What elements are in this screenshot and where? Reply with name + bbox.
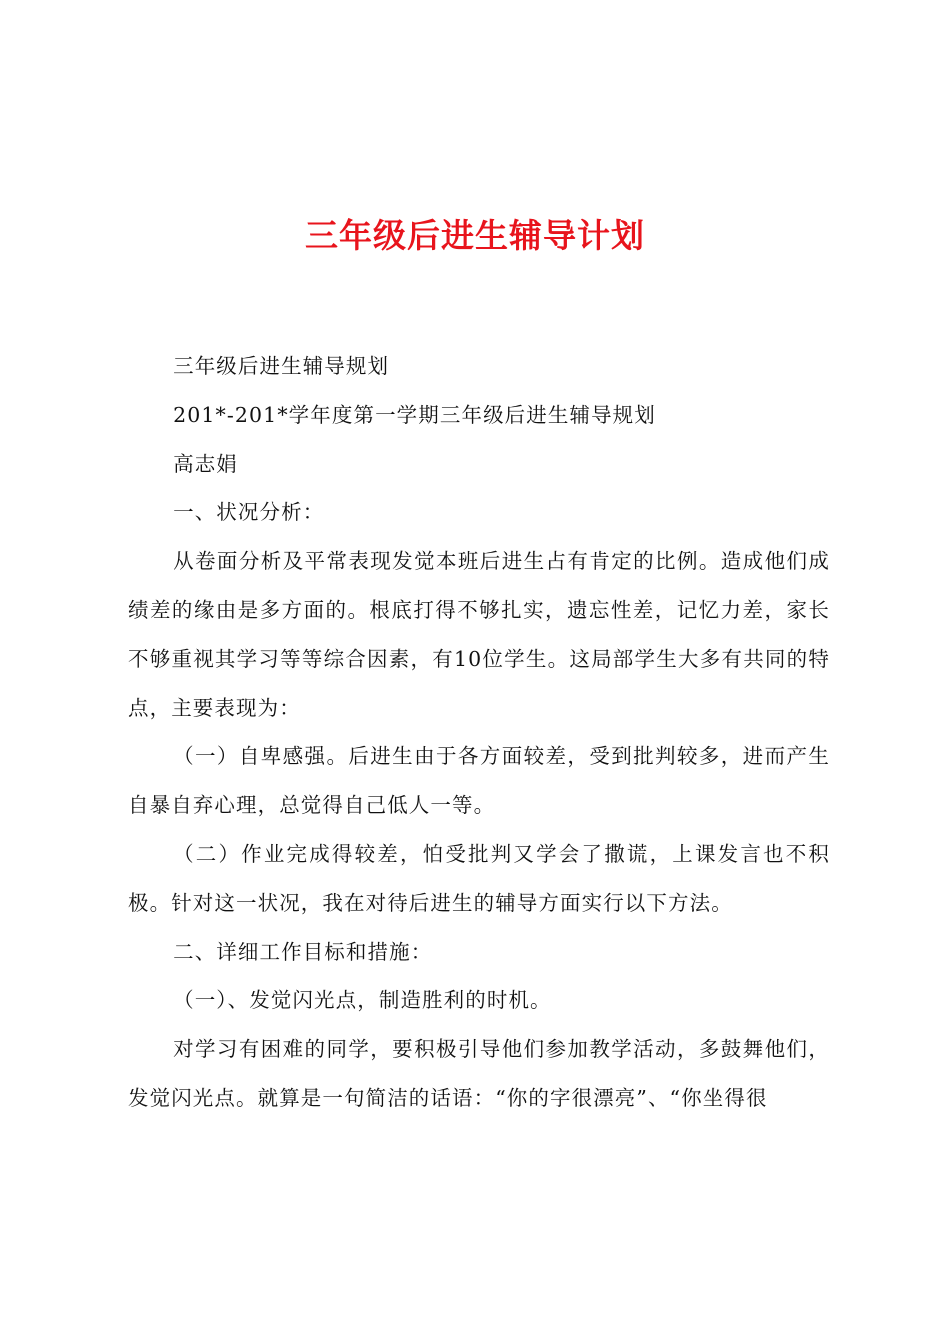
- paragraph-section-1-heading: 一、状况分析：: [173, 500, 325, 525]
- paragraph-section-2-heading: 二、详细工作目标和措施：: [173, 939, 433, 964]
- paragraph-heading-plan: 三年级后进生辅导规划: [173, 354, 390, 378]
- document-title: 三年级后进生辅导计划: [305, 216, 645, 255]
- paragraph-author: 高志娟: [173, 451, 238, 476]
- paragraph-point-1: （一）自卑感强。后进生由于各方面较差，受到批判较多，进而产生自暴自弃心理，总觉得自己低人一等。: [128, 744, 830, 818]
- document-body: [128, 342, 830, 1123]
- paragraph-measure-1-text: 对学习有困难的同学，要积极引导他们参加教学活动，多鼓舞他们，发觉闪光点。就算是一句简洁的话语：“你的字很漂亮”、“你坐得很: [128, 1037, 830, 1110]
- paragraph-semester-plan: 201*-201*学年度第一学期三年级后进生辅导规划: [173, 402, 656, 427]
- paragraph-point-2: （二）作业完成得较差，怕受批判又学会了撒谎，上课发言也不积极。针对这一状况，我在对待后进生的辅导方面实行以下方法。: [128, 841, 830, 915]
- paragraph-analysis: 从卷面分析及平常表现发觉本班后进生占有肯定的比例。造成他们成绩差的缘由是多方面的。根底打得不够扎实，遗忘性差，记忆力差，家长不够重视其学习等等综合因素，有10位学生。这局部学生大多有共同的特点，主要表现为：: [128, 549, 830, 720]
- paragraph-measure-1-heading: （一）、发觉闪光点，制造胜利的时机。: [173, 988, 552, 1013]
